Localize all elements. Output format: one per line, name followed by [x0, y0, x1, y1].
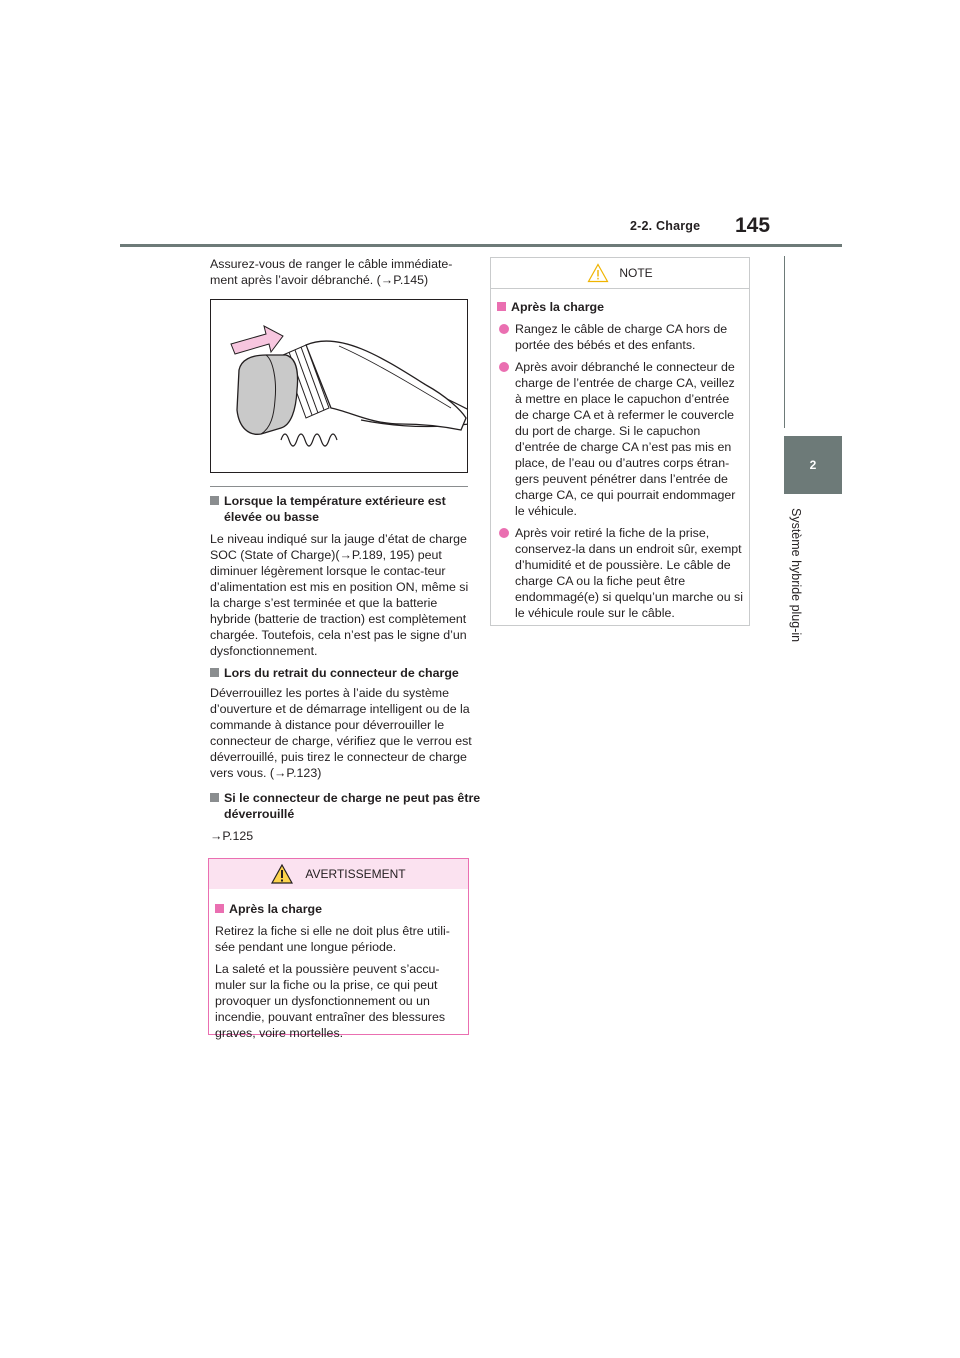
warning-triangle-icon — [271, 864, 293, 884]
pink-dot-icon — [499, 528, 509, 538]
caution-triangle-icon — [587, 263, 609, 283]
chapter-number: 2 — [809, 458, 817, 472]
square-bullet-icon — [210, 668, 219, 677]
note-bullet — [497, 321, 743, 353]
warning-header — [209, 859, 468, 889]
chapter-title — [789, 508, 823, 668]
header-rule — [120, 244, 842, 247]
warning-paragraph: La saleté et la poussière peuvent s’accu-muler sur la fiche ou la prise, ce qui peut provoquer un dysfonctionnement ou un incendie, pouvant entraîner des blessures graves, voire mortelles. — [215, 962, 446, 1040]
section-title: 2-2. Charge — [630, 219, 701, 233]
page-number: 145 — [735, 214, 771, 237]
note-header — [491, 258, 749, 289]
section-text-temperature: Le niveau indiqué sur la jauge d’état de charge SOC (State of Charge)(→P.189, 195) peut diminuer légèrement lorsque le contac-teur d’alimentation est mis en position ON, même si la charge s’est terminée et que la batterie hybride (batterie de traction) est complètement chargée. Toutefois, cela n’est pas le signe d’un dysfonctionnement. — [210, 532, 469, 658]
note-heading — [497, 299, 743, 315]
warning-box — [208, 858, 469, 1040]
square-bullet-icon — [215, 904, 224, 913]
pink-dot-icon — [499, 324, 509, 334]
side-rule — [784, 256, 842, 428]
charging-connector-figure — [210, 299, 468, 473]
note-bullet-text: Après avoir débranché le connecteur de charge de l’entrée de charge CA, veillez à mettre en place le capuchon d’entrée de charge CA et à refermer le couvercle du port de charge. Si le capuchon d’entrée de charge CA n’est pas mis en place, de l’eau ou d’autres corps étran-gers peuvent pénétrer dans l’entrée de charge CA, ce qui pourrait endommager le véhicule. — [515, 360, 736, 518]
note-bullet-text: Après voir retiré la fiche de la prise, conservez-la dans un endroit sûr, exempt d’humidité et de poussière. Le câble de charge CA ou la fiche peut être endommagé(e) si quelqu’un marche ou si le véhicule roule sur le câble. — [515, 526, 743, 620]
figure-divider — [210, 486, 468, 487]
note-bullet — [497, 525, 743, 621]
charging-connector-illustration — [211, 300, 468, 473]
note-bullet-text: Rangez le câble de charge CA hors de portée des bébés et des enfants. — [515, 322, 728, 352]
square-bullet-icon — [497, 302, 506, 311]
note-bullet — [497, 359, 743, 519]
warning-title: AVERTISSEMENT — [305, 867, 406, 881]
note-box — [490, 257, 750, 626]
chapter-tab[interactable] — [784, 436, 842, 494]
note-heading-text: Après la charge — [511, 300, 604, 314]
section-heading-text: Si le connecteur de charge ne peut pas être déverrouillé — [224, 791, 481, 821]
pink-dot-icon — [499, 362, 509, 372]
warning-heading-text: Après la charge — [229, 902, 322, 916]
section-text-unlock: →P.125 — [210, 829, 254, 843]
warning-heading — [215, 901, 462, 917]
section-heading-removal — [210, 665, 484, 681]
section-heading-temperature — [210, 493, 484, 525]
intro-text: Assurez-vous de ranger le câble immédiate-ment après l’avoir débranché. (→P.145) — [210, 257, 453, 287]
section-heading-unlock — [210, 790, 484, 822]
chapter-title-text: Système hybride plug-in — [789, 508, 803, 643]
square-bullet-icon — [210, 496, 219, 505]
warning-paragraph: Retirez la fiche si elle ne doit plus être utili-sée pendant une longue période. — [215, 924, 450, 954]
note-title: NOTE — [619, 266, 653, 280]
section-heading-text: Lorsque la température extérieure est élevée ou basse — [224, 494, 446, 524]
section-heading-text: Lors du retrait du connecteur de charge — [224, 666, 459, 680]
section-text-removal: Déverrouillez les portes à l’aide du système d’ouverture et de démarrage intelligent ou de la commande à distance pour déverrouiller le connecteur de charge, vérifiez que le verrou est déverrouillé, puis tirez le connecteur de charge vers vous. (→P.123) — [210, 686, 472, 780]
square-bullet-icon — [210, 793, 219, 802]
